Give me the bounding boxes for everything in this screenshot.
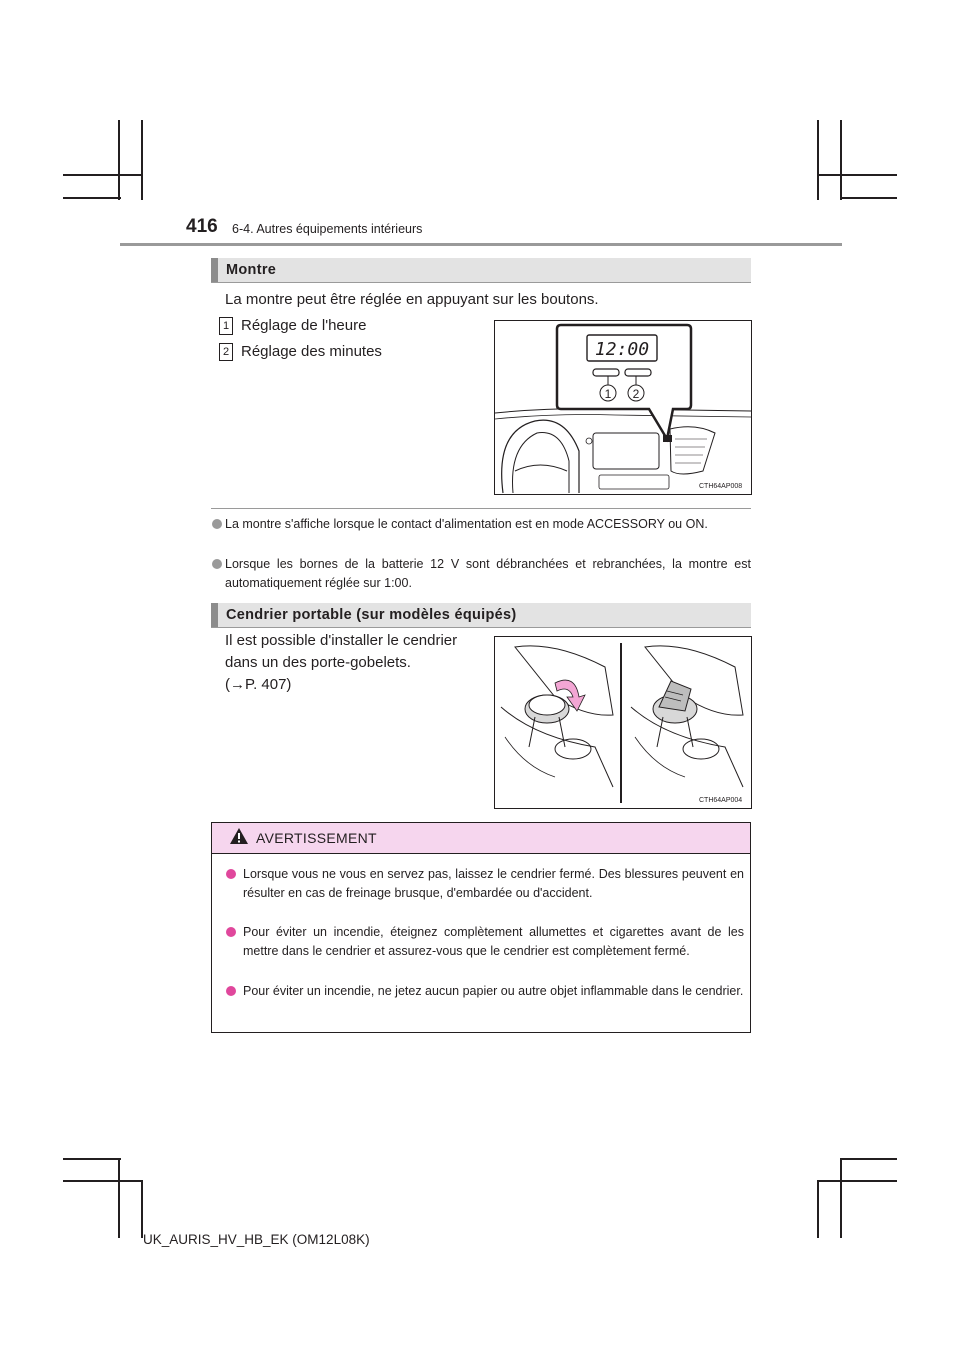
warning-header xyxy=(212,823,750,854)
warning-item xyxy=(243,982,744,1001)
note-divider xyxy=(211,508,751,509)
ashtray-text-line1: Il est possible d'installer le cendrier xyxy=(225,632,458,649)
crop-mark xyxy=(63,174,143,176)
note-bullet xyxy=(212,559,222,569)
heading-bar xyxy=(211,258,218,282)
clock-section-heading xyxy=(211,258,751,283)
figure-code: CTH64AP008 xyxy=(699,483,743,490)
crop-mark xyxy=(817,1180,897,1182)
callout-number-1: 1 xyxy=(604,387,612,401)
heading-bar xyxy=(211,603,218,627)
ashtray-section-heading xyxy=(211,603,751,628)
crop-mark xyxy=(63,197,121,199)
crop-mark xyxy=(817,174,897,176)
item-number-badge: 2 xyxy=(219,343,233,361)
clock-intro: La montre peut être réglée en appuyant sur les boutons. xyxy=(225,291,599,308)
item-label: Réglage de l'heure xyxy=(241,317,367,334)
note-text: Lorsque les bornes de la batterie 12 V sont débranchées et rebranchées, la montre est automatiquement réglée sur 1:00. xyxy=(225,557,751,590)
callout-number-2: 2 xyxy=(632,387,640,401)
clock-heading: Montre xyxy=(226,262,277,278)
header-rule xyxy=(120,243,842,246)
crop-mark xyxy=(840,1158,842,1238)
warning-text: Pour éviter un incendie, ne jetez aucun papier ou autre objet inflammable dans le cendrier. xyxy=(243,984,744,998)
crop-mark xyxy=(141,1180,143,1238)
crop-mark xyxy=(840,197,897,199)
crop-mark xyxy=(817,120,819,200)
figure-code: CTH64AP004 xyxy=(699,797,743,804)
document-code: UK_AURIS_HV_HB_EK (OM12L08K) xyxy=(143,1232,370,1247)
crop-mark xyxy=(63,1158,121,1160)
crop-mark xyxy=(118,1158,120,1238)
crop-mark xyxy=(817,1180,819,1238)
ashtray-text-line2: dans un des porte-gobelets. xyxy=(225,654,411,671)
crop-mark xyxy=(141,120,143,200)
list-item xyxy=(219,316,366,336)
item-number-badge: 1 xyxy=(219,317,233,335)
section-title: 6-4. Autres équipements intérieurs xyxy=(232,222,423,236)
note-text: La montre s'affiche lorsque le contact d'alimentation est en mode ACCESSORY ou ON. xyxy=(225,517,708,531)
warning-bullet xyxy=(226,927,236,937)
warning-item xyxy=(243,865,744,903)
warning-box xyxy=(211,822,751,1033)
crop-mark xyxy=(63,1180,143,1182)
item-label: Réglage des minutes xyxy=(241,343,382,360)
dashboard-illustration xyxy=(495,321,751,494)
page-reference: (→P. 407) xyxy=(225,676,292,693)
warning-triangle-icon xyxy=(229,827,249,845)
clock-figure xyxy=(494,320,752,495)
warning-text: Lorsque vous ne vous en servez pas, laissez le cendrier fermé. Des blessures peuvent en résulter en cas de freinage brusque, d'embardée ou d'accident. xyxy=(243,867,744,900)
warning-title: AVERTISSEMENT xyxy=(256,830,377,846)
note-item xyxy=(225,515,751,534)
warning-bullet xyxy=(226,986,236,996)
list-item xyxy=(219,342,382,362)
note-item xyxy=(225,555,751,593)
page-number: 416 xyxy=(186,216,218,237)
crop-mark xyxy=(840,1158,897,1160)
warning-text: Pour éviter un incendie, éteignez complètement allumettes et cigarettes avant de les mettre dans le cendrier et assurez-vous que le cendrier est complètement fermé. xyxy=(243,925,744,958)
warning-item xyxy=(243,923,744,961)
clock-display-text: 12:00 xyxy=(594,339,650,360)
ashtray-illustration xyxy=(495,637,751,808)
warning-bullet xyxy=(226,869,236,879)
note-bullet xyxy=(212,519,222,529)
ashtray-figure xyxy=(494,636,752,809)
crop-mark xyxy=(840,120,842,200)
crop-mark xyxy=(118,120,120,200)
ashtray-heading: Cendrier portable (sur modèles équipés) xyxy=(226,607,517,623)
